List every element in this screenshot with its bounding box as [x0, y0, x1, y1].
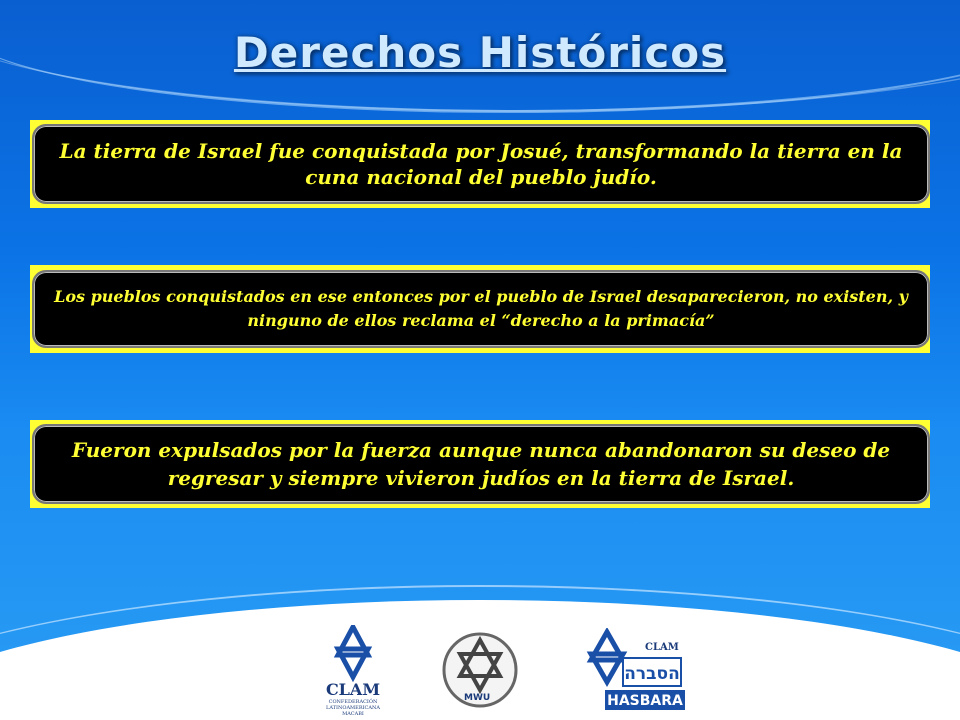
statement-box-1: [32, 124, 930, 204]
hasbara-top: CLAM: [645, 642, 679, 653]
mwu-name: MWU: [464, 693, 491, 703]
hasbara-hebrew: הסברה: [624, 664, 680, 684]
clam-logo: [308, 625, 398, 720]
clam-sub-3: MACABI: [342, 711, 364, 717]
hasbara-logo: [575, 628, 695, 718]
statement-box-2: [32, 270, 930, 348]
clam-name: CLAM: [325, 680, 381, 699]
mwu-logo: [440, 630, 520, 710]
slide-title: Derechos Históricos: [233, 28, 727, 77]
statement-text-1: La tierra de Israel fue conquistada por Josué, transformando la tierra en la cuna nacional del pueblo judío.: [59, 139, 903, 189]
clam-sub-1: CONFEDERACIÓN: [328, 699, 378, 705]
hasbara-name: HASBARA: [607, 693, 683, 709]
statement-text-3: Fueron expulsados por la fuerza aunque nunca abandonaron su deseo de regresar y siempre vivieron judíos en la tierra de Israel.: [71, 438, 891, 490]
statement-box-3: [32, 424, 930, 504]
clam-sub-2: LATINOAMERICANA: [326, 705, 380, 711]
statement-text-2: Los pueblos conquistados en ese entonces por el pueblo de Israel desaparecieron, no existen, y ninguno de ellos reclama el “derecho a la primacía”: [54, 287, 908, 330]
